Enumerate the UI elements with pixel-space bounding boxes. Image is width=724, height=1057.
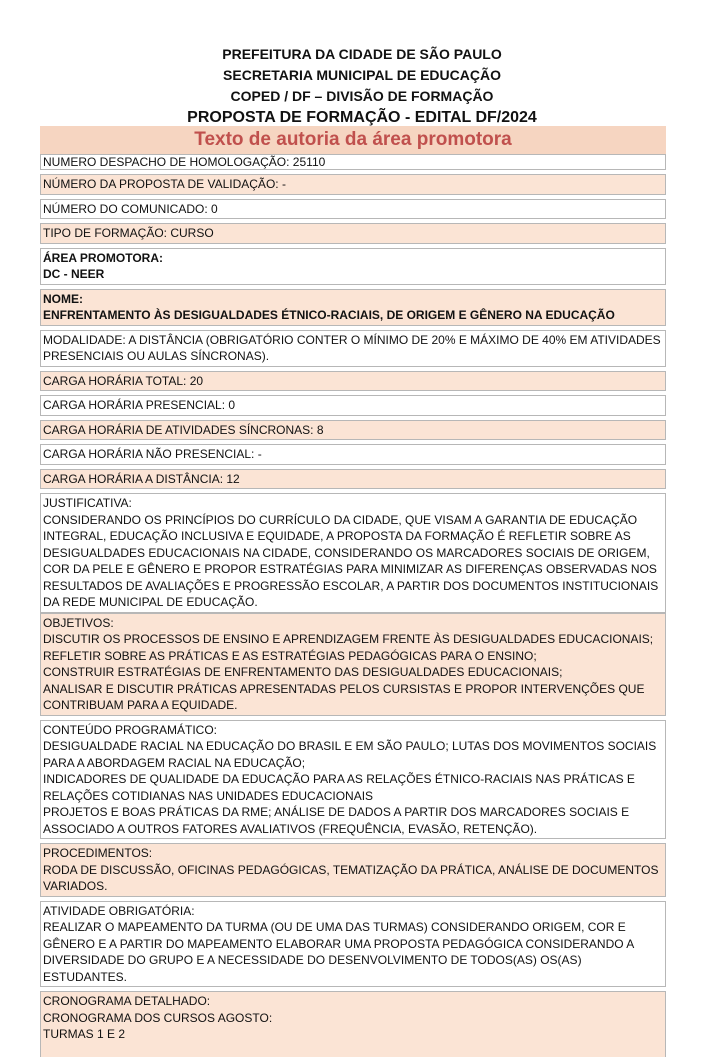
comunicado-text: NÚMERO DO COMUNICADO: 0 — [43, 201, 218, 216]
proposal-table — [40, 126, 666, 1057]
row-tipo-formacao — [40, 223, 666, 244]
band-title: Texto de autoria da área promotora — [40, 126, 666, 154]
objetivos-label: OBJETIVOS: — [43, 615, 114, 630]
procedimentos-label: PROCEDIMENTOS: — [43, 846, 153, 860]
document-header — [0, 0, 724, 128]
row-carga-presencial — [40, 395, 666, 416]
conteudo-item: PROJETOS E BOAS PRÁTICAS DA RME; ANÁLISE DE DADOS A PARTIR DOS MARCADORES SOCIAIS E ASSOCIADO A OUTROS FATORES AVALIATIVOS (FREQUÊNCIA, EVASÃO, RETENÇÃO). — [43, 805, 630, 836]
modalidade-text: MODALIDADE: A DISTÂNCIA (OBRIGATÓRIO CONTER O MÍNIMO DE 20% E MÁXIMO DE 40% EM ATIVIDADES PRESENCIAIS OU AULAS SÍNCRONAS). — [43, 332, 661, 363]
header-prefeitura: PREFEITURA DA CIDADE DE SÃO PAULO — [222, 46, 502, 62]
carga-nao-presencial-text: CARGA HORÁRIA NÃO PRESENCIAL: - — [43, 447, 262, 461]
row-objetivos — [40, 613, 666, 716]
conteudo-label: CONTEÚDO PROGRAMÁTICO: — [43, 722, 218, 737]
objetivos-item: CONSTRUIR ESTRATÉGIAS DE ENFRENTAMENTO DAS DESIGUALDADES EDUCACIONAIS; — [43, 665, 563, 679]
row-justificativa — [40, 493, 666, 613]
row-carga-sincronas — [40, 420, 666, 441]
header-proposta: PROPOSTA DE FORMAÇÃO - EDITAL DF/2024 — [187, 109, 537, 126]
header-secretaria: SECRETARIA MUNICIPAL DE EDUCAÇÃO — [223, 67, 501, 83]
row-carga-distancia — [40, 469, 666, 490]
proposta-validacao-text: NÚMERO DA PROPOSTA DE VALIDAÇÃO: - — [43, 177, 286, 191]
row-atividade — [40, 901, 666, 988]
conteudo-item: INDICADORES DE QUALIDADE DA EDUCAÇÃO PARA AS RELAÇÕES ÉTNICO-RACIAIS NAS PRÁTICAS E RELAÇÕES COTIDIANAS NAS UNIDADES EDUCACIONAIS — [43, 772, 635, 803]
carga-total-text: CARGA HORÁRIA TOTAL: 20 — [43, 373, 204, 388]
nome-label: NOME: — [43, 291, 83, 306]
row-comunicado — [40, 199, 666, 220]
cronograma-item: TURMAS 1 E 2 — [43, 1027, 126, 1041]
cronograma-label: CRONOGRAMA DETALHADO: — [43, 994, 211, 1008]
carga-sincronas-text: CARGA HORÁRIA DE ATIVIDADES SÍNCRONAS: 8 — [43, 422, 324, 437]
carga-distancia-text: CARGA HORÁRIA A DISTÂNCIA: 12 — [43, 471, 240, 486]
row-area-promotora — [40, 248, 666, 285]
procedimentos-text: RODA DE DISCUSSÃO, OFICINAS PEDAGÓGICAS, TEMATIZAÇÃO DA PRÁTICA, ANÁLISE DE DOCUMENTOS VARIADOS. — [43, 862, 659, 893]
header-coped: COPED / DF – DIVISÃO DE FORMAÇÃO — [230, 88, 494, 104]
atividade-label: ATIVIDADE OBRIGATÓRIA: — [43, 903, 195, 918]
atividade-text: REALIZAR O MAPEAMENTO DA TURMA (OU DE UMA DAS TURMAS) CONSIDERANDO ORIGEM, COR E GÊNERO E A PARTIR DO MAPEAMENTO ELABORAR UMA PROPOSTA PEDAGÓGICA CONSIDERANDO A DIVERSIDADE DO GRUPO E A NECESSIDADE DO DESENVOLVIMENTO DE TODOS(AS) OS(AS) ESTUDANTES. — [43, 920, 634, 984]
row-cronograma — [40, 991, 666, 1057]
row-procedimentos — [40, 843, 666, 897]
row-conteudo — [40, 720, 666, 840]
conteudo-item: DESIGUALDADE RACIAL NA EDUCAÇÃO DO BRASIL E EM SÃO PAULO; LUTAS DOS MOVIMENTOS SOCIAIS PARA A ABORDAGEM RACIAL NA EDUCAÇÃO; — [43, 739, 657, 770]
objetivos-item: DISCUTIR OS PROCESSOS DE ENSINO E APRENDIZAGEM FRENTE ÀS DESIGUALDADES EDUCACIONAIS; — [43, 632, 654, 646]
row-despacho — [40, 154, 666, 170]
cronograma-item: CRONOGRAMA DOS CURSOS AGOSTO: — [43, 1010, 273, 1025]
row-carga-nao-presencial — [40, 444, 666, 465]
carga-presencial-text: CARGA HORÁRIA PRESENCIAL: 0 — [43, 398, 236, 412]
justificativa-text: CONSIDERANDO OS PRINCÍPIOS DO CURRÍCULO DA CIDADE, QUE VISAM A GARANTIA DE EDUCAÇÃO INTEGRAL, EDUCAÇÃO INCLUSIVA E EQUIDADE, A PROPOSTA DA FORMAÇÃO É REFLETIR SOBRE AS DESIGUALDADES EDUCACIONAIS NA CIDADE, CONSIDERANDO OS MARCADORES SOCIAIS DE ORIGEM, COR DA PELE E GÊNERO E PROPOR ESTRATÉGIAS PARA MINIMIZAR AS DIFERENÇAS OBSERVADAS NOS RESULTADOS DE AVALIAÇÕES E PROGRESSÃO ESCOLAR, A PARTIR DOS DOCUMENTOS INSTITUCIONAIS DA REDE MUNICIPAL DE EDUCAÇÃO. — [43, 512, 659, 609]
despacho-text: NUMERO DESPACHO DE HOMOLOGAÇÃO: 25110 — [43, 155, 326, 169]
area-label: ÁREA PROMOTORA: — [43, 250, 163, 265]
row-nome — [40, 289, 666, 326]
objetivos-item: ANALISAR E DISCUTIR PRÁTICAS APRESENTADAS PELOS CURSISTAS E PROPOR INTERVENÇÕES QUE CONTRIBUAM PARA A EQUIDADE. — [43, 681, 645, 712]
row-carga-total — [40, 371, 666, 392]
nome-value: ENFRENTAMENTO ÀS DESIGUALDADES ÉTNICO-RACIAIS, DE ORIGEM E GÊNERO NA EDUCAÇÃO — [43, 308, 615, 322]
row-modalidade — [40, 330, 666, 367]
objetivos-item: REFLETIR SOBRE AS PRÁTICAS E AS ESTRATÉGIAS PEDAGÓGICAS PARA O ENSINO; — [43, 648, 537, 663]
tipo-formacao-text: TIPO DE FORMAÇÃO: CURSO — [43, 226, 214, 240]
row-proposta-validacao — [40, 174, 666, 195]
area-value: DC - NEER — [43, 267, 105, 281]
justificativa-label: JUSTIFICATIVA: — [43, 496, 132, 510]
